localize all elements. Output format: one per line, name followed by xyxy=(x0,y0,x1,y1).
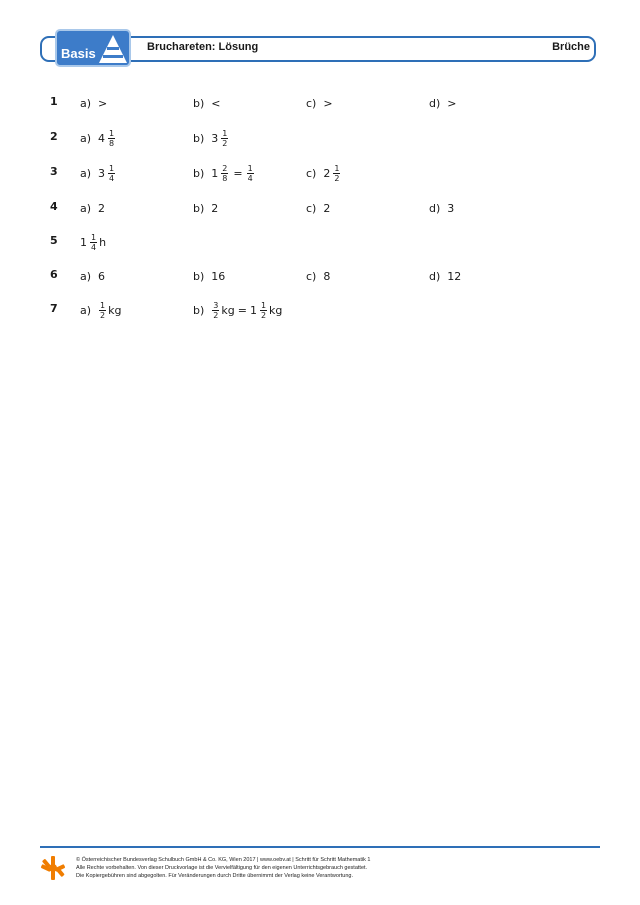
answer-part: d) 3 xyxy=(429,201,455,215)
answer-value: 2 xyxy=(323,201,331,215)
exercise-row xyxy=(0,91,640,115)
answer-part: b) 16 xyxy=(193,269,226,283)
copyright-notice xyxy=(76,856,370,880)
oebv-star-icon xyxy=(40,855,66,881)
answer-part: b) $\frac{3}{2}$ kg = 1 $\frac{1}{2}$ kg xyxy=(193,300,283,320)
fraction: $\frac{1}{4}$ xyxy=(247,163,253,183)
basis-label: Basis xyxy=(61,46,96,61)
answer-part: c) > xyxy=(306,96,333,110)
answer-part: a) 2 xyxy=(80,201,106,215)
fraction: $\frac{1}{4}$ xyxy=(91,232,97,252)
fraction: $\frac{2}{8}$ xyxy=(222,163,228,183)
fraction: $\frac{1}{8}$ xyxy=(109,128,115,148)
fraction: $\frac{1}{2}$ xyxy=(260,300,267,320)
exercise-row xyxy=(0,161,640,185)
exercise-row xyxy=(0,126,640,150)
answer-part: a) 6 xyxy=(80,269,106,283)
answer-part: c) 2 xyxy=(306,201,331,215)
exercise-number: 7 xyxy=(50,302,58,315)
exercise-row xyxy=(0,230,640,254)
exercise-row xyxy=(0,298,640,322)
answer-part: a) $\frac{1}{2}$ kg xyxy=(80,300,122,320)
answer-value: 12 xyxy=(447,269,462,283)
answer-value: 6 xyxy=(98,269,106,283)
exercise-number: 2 xyxy=(50,130,58,143)
footer-divider xyxy=(40,846,600,848)
unit: h xyxy=(99,235,107,249)
exercise-number: 1 xyxy=(50,95,58,108)
answer-part: b) 1 $\frac{2}{8}$ = $\frac{1}{4}$ xyxy=(193,163,253,183)
answer-part: c) 2 $\frac{1}{2}$ xyxy=(306,163,340,183)
exercise-number: 6 xyxy=(50,268,58,281)
exercise-number: 3 xyxy=(50,165,58,178)
answer-part: b) < xyxy=(193,96,221,110)
answer-value: > xyxy=(323,96,333,110)
answer-value: 3 xyxy=(447,201,455,215)
triangle-steps-icon xyxy=(97,33,129,65)
exercise-number: 5 xyxy=(50,234,58,247)
answer-value: 8 xyxy=(323,269,331,283)
exercise-row xyxy=(0,264,640,288)
answer-part: a) 3 $\frac{1}{4}$ xyxy=(80,163,115,183)
answer-value: 16 xyxy=(211,269,226,283)
answer-value: > xyxy=(447,96,457,110)
rights-line: Alle Rechte vorbehalten. Von dieser Druckvorlage ist die Vervielfältigung für den eigenen Unterrichtsgebrauch gestattet. xyxy=(76,865,368,871)
answer-value: 2 xyxy=(211,201,219,215)
answer-part: a) > xyxy=(80,96,108,110)
answer-part: 1 $\frac{1}{4}$ h xyxy=(80,232,107,252)
topic-label: Brüche xyxy=(552,41,590,53)
unit: kg xyxy=(269,303,283,317)
answer-part: c) 8 xyxy=(306,269,331,283)
answer-value: > xyxy=(98,96,108,110)
fraction: $\frac{1}{2}$ xyxy=(222,128,228,148)
unit: kg xyxy=(221,303,235,317)
fraction: $\frac{1}{2}$ xyxy=(100,300,106,320)
fraction: $\frac{3}{2}$ xyxy=(213,300,219,320)
fees-line: Die Kopiergebühren sind abgegolten. Für Veränderungen durch Dritte übernimmt der Verlag keine Verantwortung. xyxy=(76,873,354,879)
fraction: $\frac{1}{2}$ xyxy=(334,163,340,183)
exercise-row xyxy=(0,196,640,220)
answer-part: d) > xyxy=(429,96,457,110)
basis-badge xyxy=(55,29,131,67)
copyright-line: © Österreichischer Bundesverlag Schulbuch GmbH & Co. KG, Wien 2017 | www.oebv.at | Schritt für Schritt Mathematik 1 xyxy=(76,857,371,863)
answer-value: 2 xyxy=(98,201,106,215)
fraction: $\frac{1}{4}$ xyxy=(109,163,115,183)
equals-sign: = xyxy=(233,166,243,180)
answer-value: < xyxy=(211,96,221,110)
page-title: Bruchareten: Lösung xyxy=(147,41,259,53)
answer-part: b) 3 $\frac{1}{2}$ xyxy=(193,128,228,148)
unit: kg xyxy=(108,303,122,317)
answer-part: b) 2 xyxy=(193,201,219,215)
exercise-number: 4 xyxy=(50,200,58,213)
answer-part: a) 4 $\frac{1}{8}$ xyxy=(80,128,115,148)
equals-sign: = xyxy=(237,303,247,317)
answer-part: d) 12 xyxy=(429,269,462,283)
